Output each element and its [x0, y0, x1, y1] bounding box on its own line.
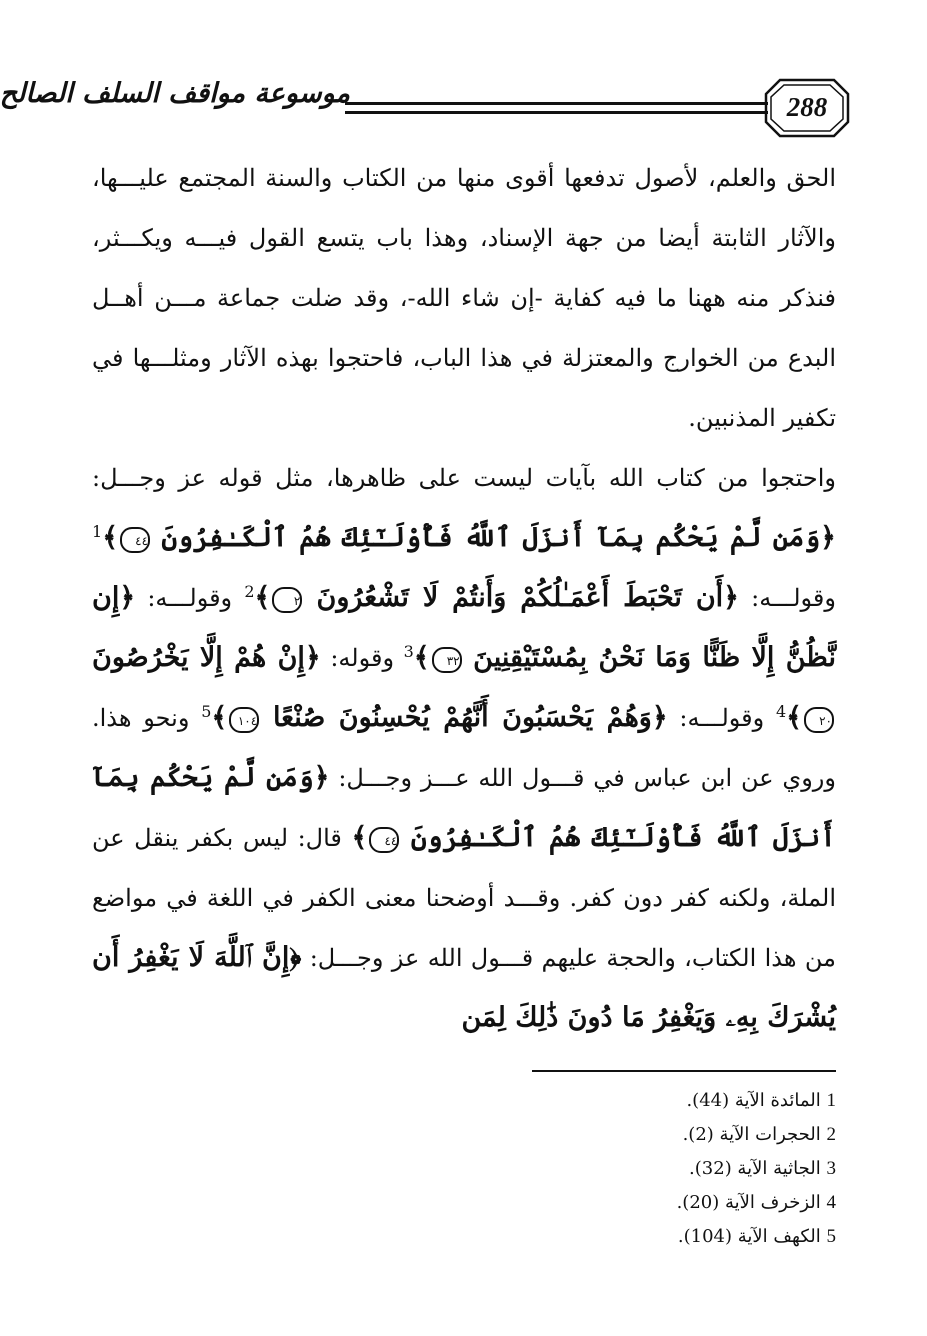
header-double-rule [345, 102, 768, 114]
quran-close-5: ﴾ [211, 702, 228, 733]
quran-close-4: ﴾ [786, 702, 802, 733]
ayah-number-3: ٣٢ [432, 647, 462, 673]
footnote-number: 4 [826, 1192, 836, 1213]
ayah-number-4: ٢٠ [804, 707, 834, 733]
footnote-item [532, 1084, 836, 1118]
footnote-ref-5[interactable]: 5 [201, 702, 212, 721]
footnote-ref-1[interactable]: 1 [92, 522, 103, 541]
paragraph-2 [92, 448, 836, 1048]
quran-close-2: ﴾ [254, 582, 271, 613]
quran-close-3: ﴾ [413, 642, 430, 673]
ibn-abbas-text: ونحو هذا. وروي عن ابن عباس في قـــول الله عـــز وجـــل: [92, 704, 836, 792]
paragraph-2-intro: واحتجوا من كتاب الله بآيات ليست على ظاهرها، مثل قوله عز وجـــل: [92, 464, 836, 492]
quran-verse-1: ﴿وَمَن لَّمْ يَحْكُم بِمَآ أَنزَلَ ٱللَّهُ فَأُوْلَـٰٓئِكَ هُمُ ٱلْكَـٰفِرُونَ [161, 522, 836, 553]
connector-2: وقولـــه: [147, 584, 233, 612]
footnote-item [532, 1118, 836, 1152]
quran-close-1: ﴾ [102, 522, 119, 553]
page-number: 288 [786, 92, 828, 122]
connector-1: وقولـــه: [751, 584, 836, 612]
footnote-ref-4[interactable]: 4 [775, 702, 787, 721]
footnote-number: 1 [826, 1090, 836, 1111]
footnote-ref-2[interactable]: 2 [244, 582, 255, 601]
footnote-number: 5 [826, 1226, 836, 1247]
footnote-number: 3 [826, 1158, 836, 1179]
footnote-text: الحجرات الآية (2). [682, 1124, 821, 1145]
paragraph-1: الحق والعلم، لأصول تدفعها أقوى منها من الكتاب والسنة المجتمع عليـــها، والآثار الثابتة أيضا من جهة الإسناد، وهذا باب يتسع القول فيـــه ويكـــثر، فنذكر منه ههنا ما فيه كفاية -إن شاء الله-، وقد ضلت جماعة مـــن أهــل البدع من الخوارج والمعتزلة في هذا الباب، فاحتجوا بهذه الآثار ومثلـــها في تكفير المذنبين. [92, 164, 836, 432]
main-text [92, 148, 836, 1048]
quran-verse-6: ﴿وَمَن لَّمْ يَحْكُم بِمَآ أَنزَلَ ٱللَّهُ فَأُوْلَـٰٓئِكَ هُمُ ٱلْكَـٰفِرُونَ [92, 762, 836, 853]
ayah-number-6: ٤٤ [369, 827, 399, 853]
connector-3: وقوله: [330, 644, 395, 672]
footnote-ref-3[interactable]: 3 [403, 642, 414, 661]
footnote-item [532, 1220, 836, 1254]
ayah-number-1: ٤٤ [120, 527, 150, 553]
ayah-number-2: ٢ [272, 587, 302, 613]
qala-text: قال: ليس بكفر ينقل عن الملة، ولكنه كفر دون كفر. وقـــد أوضحنا معنى الكفر في اللغة في مواضع من هذا الكتاب، والحجة عليهم قـــول الله عز وجـــل: [92, 824, 836, 972]
footnotes-list [532, 1084, 836, 1254]
footnote-item [532, 1152, 836, 1186]
quran-verse-5: ﴿وَهُمْ يَحْسَبُونَ أَنَّهُمْ يُحْسِنُونَ صُنْعًا [272, 702, 668, 733]
footnote-separator [532, 1070, 836, 1072]
footnote-text: الجاثية الآية (32). [689, 1158, 821, 1179]
footnote-text: الزخرف الآية (20). [676, 1192, 821, 1213]
ayah-number-5: ١٠٤ [229, 707, 259, 733]
footnote-text: الكهف الآية (104). [677, 1226, 821, 1247]
connector-4: وقولـــه: [679, 704, 765, 732]
footnote-number: 2 [826, 1124, 836, 1145]
series-title: موسوعة مواقف السلف الصالح [0, 78, 350, 109]
page-header [0, 70, 850, 150]
footnote-item [532, 1186, 836, 1220]
quran-close-6: ﴾ [351, 822, 368, 853]
page-number-badge [764, 78, 850, 138]
footnote-text: المائدة الآية (44). [686, 1090, 821, 1111]
quran-verse-2: ﴿أَن تَحْبَطَ أَعْمَـٰلُكُمْ وَأَنتُمْ لَا تَشْعُرُونَ [316, 582, 739, 613]
quran-verse-7: ﴿إِنَّ ٱللَّهَ لَا يَغْفِرُ أَن يُشْرَكَ بِهِۦ وَيَغْفِرُ مَا دُونَ ذَٰلِكَ لِمَن [92, 942, 836, 1033]
quran-verse-3: ﴿إِن نَّظُنُّ إِلَّا ظَنًّا وَمَا نَحْنُ بِمُسْتَيْقِنِينَ [92, 582, 836, 673]
quran-verse-4: ﴿إِنْ هُمْ إِلَّا يَخْرُصُونَ [92, 642, 321, 673]
